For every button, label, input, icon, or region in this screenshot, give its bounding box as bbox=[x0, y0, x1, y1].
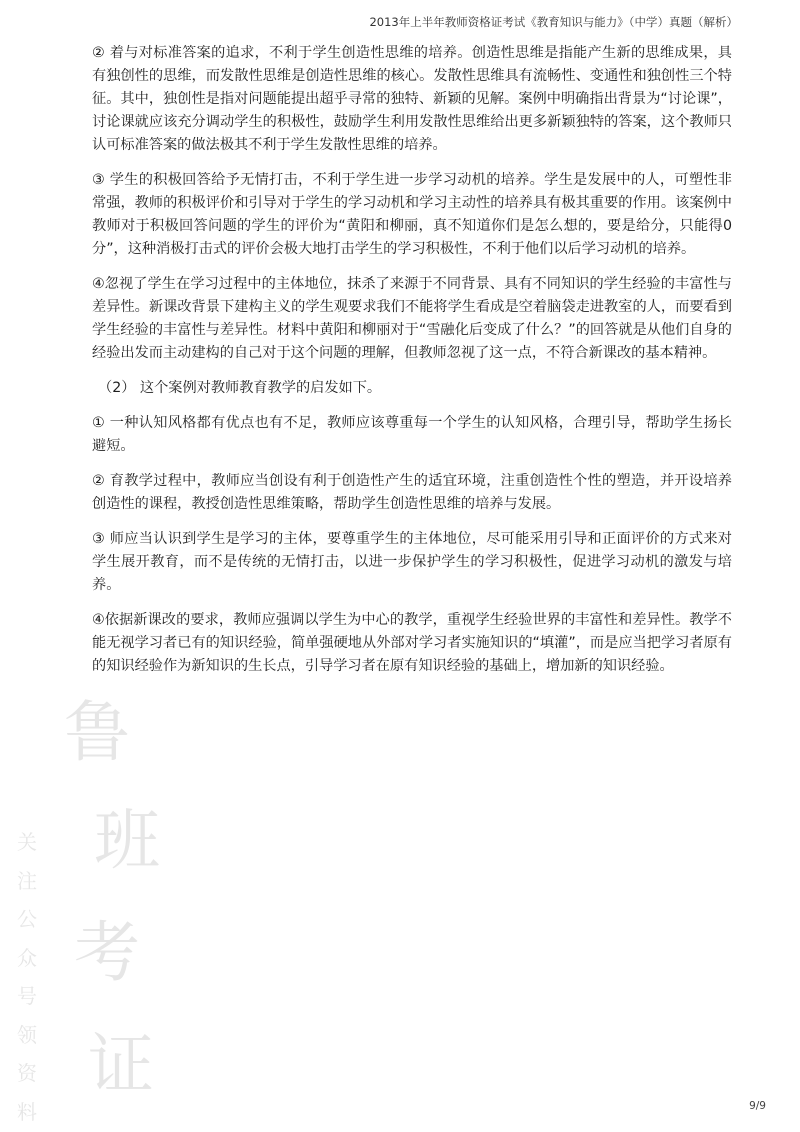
paragraph-2-creative-thinking: ② 着与对标准答案的追求，不利于学生创造性思维的培养。创造性思维是指能产生新的思维成果，具有独创性的思维，而发散性思维是创造性思维的核心。发散性思维具有流畅性、变通性和独创性三个特征。其中，独创性是指对问题能提出超乎寻常的独特、新颖的见解。案例中明确指出背景为“讨论课”，讨论课就应该充分调动学生的积极性，鼓励学生利用发散性思维给出更多新颖独特的答案，这个教师只认可标准答案的做法极其不利于学生发散性思维的培养。 bbox=[92, 45, 732, 153]
page-number: 9/9 bbox=[749, 1100, 766, 1112]
paragraph-insight-4: ④依据新课改的要求，教师应强调以学生为中心的教学，重视学生经验世界的丰富性和差异性。教学不能无视学习者已有的知识经验，简单强硬地从外部对学习者实施知识的“填灌”，而是应当把学习者原有的知识经验作为新知识的生长点，引导学习者在原有知识经验的基础上，增加新的知识经验。 bbox=[92, 612, 732, 674]
paragraph-insight-3: ③ 师应当认识到学生是学习的主体，要尊重学生的主体地位，尽可能采用引导和正面评价的方式来对学生展开教育，而不是传统的无情打击，以进一步保护学生的学习积极性，促进学习动机的激发与培养。 bbox=[92, 531, 732, 593]
watermark-small-char: 注 bbox=[17, 868, 37, 893]
page-header-title: 2013年上半年教师资格证考试《教育知识与能力》（中学）真题（解析） bbox=[369, 15, 738, 29]
paragraph-3-learning-motivation: ③ 学生的积极回答给予无情打击，不利于学生进一步学习动机的培养。学生是发展中的人，可塑性非常强，教师的积极评价和引导对于学生的学习动机和学习主动性的培养具有极其重要的作用。该案例中教师对于积极回答问题的学生的评价为“黄阳和柳丽，真不知道你们是怎么想的，要是给分，只能得0分”，这种消极打击式的评价会极大地打击学生的学习积极性，不利于他们以后学习动机的培养。 bbox=[92, 172, 732, 257]
watermark-small-char: 众 bbox=[17, 945, 37, 970]
watermark-char: 班 bbox=[94, 802, 160, 879]
watermark-char: 考 bbox=[74, 914, 140, 991]
watermark-small-char: 料 bbox=[17, 1099, 37, 1124]
paragraph-insight-2: ② 育教学过程中，教师应当创设有利于创造性产生的适宜环境，注重创造性个性的塑造，并开设培养创造性的课程，教授创造性思维策略，帮助学生创造性思维的培养与发展。 bbox=[92, 473, 732, 512]
watermark-small-char: 资 bbox=[17, 1061, 37, 1085]
watermark-char: 证 bbox=[88, 1026, 154, 1103]
paragraph-insight-1: ① 一种认知风格都有优点也有不足，教师应该尊重每一个学生的认知风格，合理引导，帮助学生扬长避短。 bbox=[92, 415, 732, 454]
watermark-small-char: 领 bbox=[17, 1022, 37, 1047]
watermark-small-char: 号 bbox=[17, 984, 37, 1008]
watermark-char: 鲁 bbox=[64, 694, 130, 771]
paragraph-4-student-subject: ④忽视了学生在学习过程中的主体地位，抹杀了来源于不同背景、具有不同知识的学生经验的丰富性与差异性。新课改背景下建构主义的学生观要求我们不能将学生看成是空着脑袋走进教室的人，而要看到学生经验的丰富性与差异性。材料中黄阳和柳丽对于“雪融化后变成了什么？”的回答就是从他们自身的经验出发而主动建构的自己对于这个问题的理解，但教师忽视了这一点，不符合新课改的基本精神。 bbox=[92, 276, 732, 361]
watermark-small-char: 关 bbox=[17, 830, 37, 854]
watermark-small-char: 公 bbox=[17, 907, 37, 931]
watermark-vertical-text bbox=[14, 823, 40, 1131]
section-heading-2: （2） 这个案例对教师教育教学的启发如下。 bbox=[98, 380, 382, 396]
document-body bbox=[92, 42, 732, 690]
